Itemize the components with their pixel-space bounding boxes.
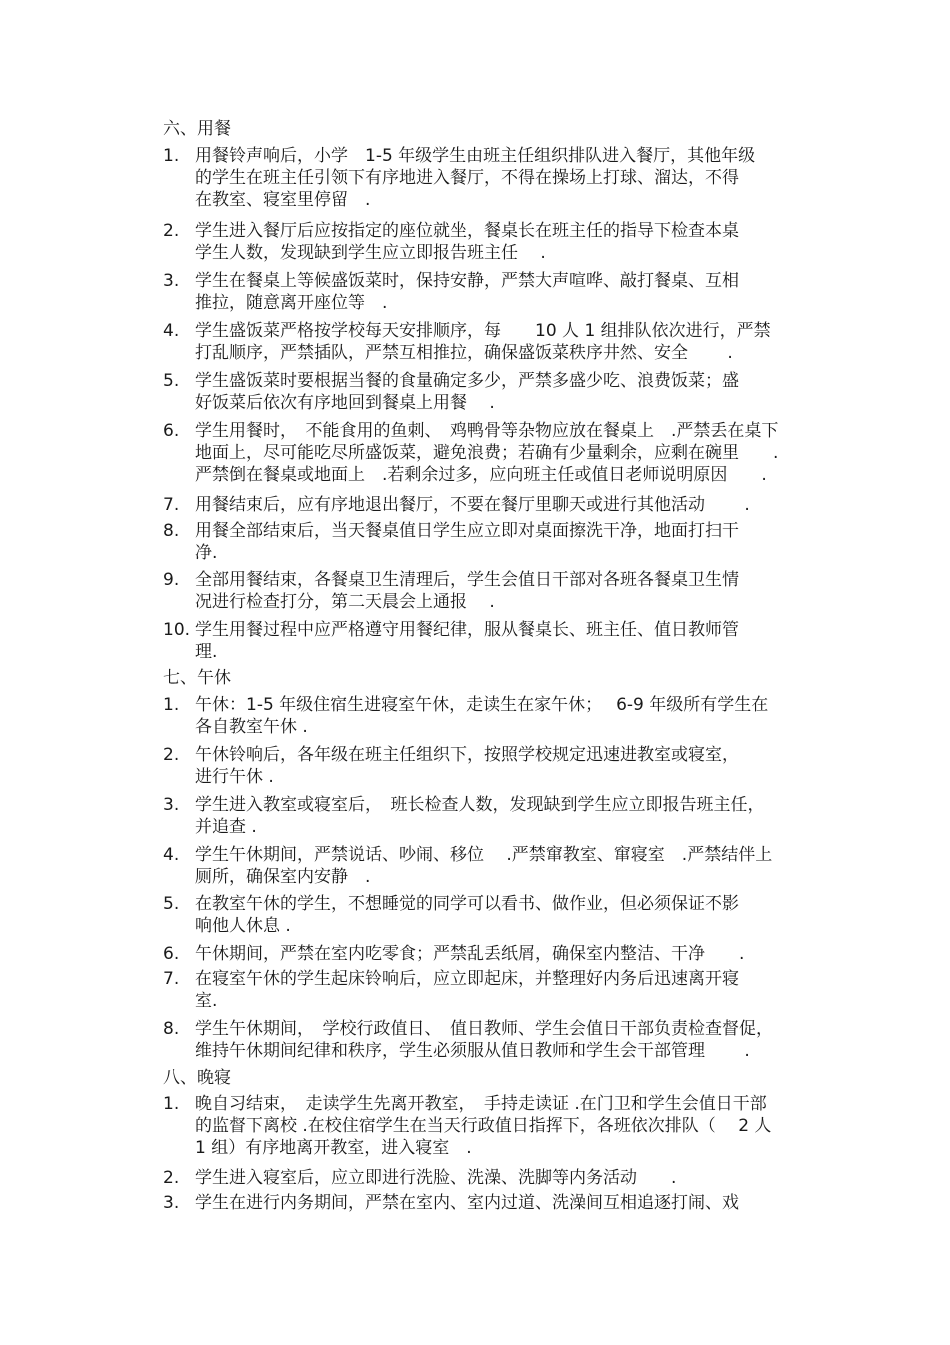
list-item (163, 320, 813, 364)
item-line: 午休期间，严禁在室内吃零食；严禁乱丢纸屑，确保室内整洁、干净 . (195, 944, 745, 964)
list-item (163, 943, 813, 965)
list-item (163, 220, 813, 264)
item-line: 在教室、寝室里停留 . (195, 190, 371, 210)
item-number: 9. (163, 570, 180, 590)
item-number: 3. (163, 795, 180, 815)
item-line: 全部用餐结束，各餐桌卫生清理后，学生会值日干部对各班各餐桌卫生情 (195, 570, 739, 590)
item-line: 严禁倒在餐桌或地面上 .若剩余过多，应向班主任或值日老师说明原因 . (195, 465, 767, 485)
item-number: 1. (163, 146, 180, 166)
item-line: 的学生在班主任引领下有序地进入餐厅，不得在操场上打球、溜达，不得 (195, 168, 739, 188)
item-line: 用餐全部结束后，当天餐桌值日学生应立即对桌面擦洗干净，地面打扫干 (195, 521, 739, 541)
list-item (163, 619, 813, 663)
item-line: 净. (195, 543, 218, 563)
item-number: 5. (163, 371, 180, 391)
item-line: 用餐铃声响后，小学 1-5 年级学生由班主任组织排队进入餐厅，其他年级 (195, 146, 756, 166)
item-number: 4. (163, 845, 180, 865)
item-line: 在教室午休的学生，不想睡觉的同学可以看书、做作业，但必须保证不影 (195, 894, 739, 914)
item-number: 2. (163, 221, 180, 241)
item-number: 3. (163, 271, 180, 291)
item-line: 理. (195, 642, 218, 662)
item-number: 2. (163, 1168, 180, 1188)
item-line: 打乱顺序，严禁插队，严禁互相推拉，确保盛饭菜秩序井然、安全 . (195, 343, 733, 363)
item-number: 5. (163, 894, 180, 914)
item-line: 午休铃响后，各年级在班主任组织下，按照学校规定迅速进教室或寝室， (195, 745, 739, 765)
item-number: 4. (163, 321, 180, 341)
item-line: 好饭菜后依次有序地回到餐桌上用餐 . (195, 393, 495, 413)
list-item (163, 1167, 813, 1189)
item-number: 8. (163, 1019, 180, 1039)
list-item (163, 494, 813, 516)
item-line: 室. (195, 991, 218, 1011)
list-item (163, 744, 813, 788)
item-line: 在寝室午休的学生起床铃响后，应立即起床，并整理好内务后迅速离开寝 (195, 969, 739, 989)
list-item (163, 420, 813, 486)
item-line: 并追查 . (195, 817, 257, 837)
item-line: 学生在进行内务期间，严禁在室内、室内过道、洗澡间互相追逐打闹、戏 (195, 1193, 739, 1213)
list-item (163, 968, 813, 1012)
item-line: 学生盛饭菜时要根据当餐的食量确定多少，严禁多盛少吃、浪费饭菜；盛 (195, 371, 739, 391)
item-line: 学生盛饭菜严格按学校每天安排顺序，每 10 人 1 组排队依次进行，严禁 (195, 321, 771, 341)
section-heading-dining: 六、用餐 (163, 119, 231, 139)
section-heading-nap: 七、午休 (163, 668, 231, 688)
list-item (163, 844, 813, 888)
item-line: 学生人数，发现缺到学生应立即报告班主任 . (195, 243, 546, 263)
item-line: 推拉，随意离开座位等 . (195, 293, 388, 313)
item-line: 学生在餐桌上等候盛饭菜时，保持安静，严禁大声喧哗、敲打餐桌、互相 (195, 271, 739, 291)
item-number: 2. (163, 745, 180, 765)
item-number: 3. (163, 1193, 180, 1213)
item-line: 学生用餐时， 不能食用的鱼刺、 鸡鸭骨等杂物应放在餐桌上 .严禁丢在桌下 (195, 421, 779, 441)
item-number: 6. (163, 944, 180, 964)
list-item (163, 1192, 813, 1214)
list-item (163, 270, 813, 314)
item-line: 的监督下离校 .在校住宿学生在当天行政值日指挥下，各班依次排队（ 2 人 (195, 1116, 772, 1136)
list-item (163, 1018, 813, 1062)
list-item (163, 1093, 813, 1159)
item-line: 况进行检查打分，第二天晨会上通报 . (195, 592, 495, 612)
item-line: 响他人休息 . (195, 916, 291, 936)
item-line: 厕所，确保室内安静 . (195, 867, 371, 887)
item-number: 6. (163, 421, 180, 441)
item-line: 进行午休 . (195, 767, 274, 787)
item-line: 学生用餐过程中应严格遵守用餐纪律，服从餐桌长、班主任、值日教师管 (195, 620, 739, 640)
list-item (163, 569, 813, 613)
list-item (163, 370, 813, 414)
item-line: 午休：1-5 年级住宿生进寝室午休，走读生在家午休； 6-9 年级所有学生在 (195, 695, 769, 715)
item-number: 10. (163, 620, 191, 640)
item-line: 学生进入餐厅后应按指定的座位就坐，餐桌长在班主任的指导下检查本桌 (195, 221, 739, 241)
item-number: 1. (163, 695, 180, 715)
item-line: 地面上，尽可能吃尽所盛饭菜，避免浪费；若确有少量剩余，应剩在碗里 . (195, 443, 779, 463)
list-item (163, 145, 813, 211)
item-line: 维持午休期间纪律和秩序，学生必须服从值日教师和学生会干部管理 . (195, 1041, 750, 1061)
list-item (163, 694, 813, 738)
list-item (163, 520, 813, 564)
item-line: 各自教室午休 . (195, 717, 308, 737)
list-item (163, 794, 813, 838)
item-number: 8. (163, 521, 180, 541)
item-line: 1 组）有序地离开教室，进入寝室 . (195, 1138, 472, 1158)
section-heading-evening: 八、晚寝 (163, 1068, 231, 1088)
item-number: 7. (163, 969, 180, 989)
item-number: 1. (163, 1094, 180, 1114)
item-line: 晚自习结束， 走读学生先离开教室， 手持走读证 .在门卫和学生会值日干部 (195, 1094, 767, 1114)
item-line: 用餐结束后，应有序地退出餐厅，不要在餐厅里聊天或进行其他活动 . (195, 495, 750, 515)
item-line: 学生进入教室或寝室后， 班长检查人数，发现缺到学生应立即报告班主任， (195, 795, 765, 815)
item-line: 学生午休期间，严禁说话、吵闹、移位 .严禁窜教室、窜寝室 .严禁结伴上 (195, 845, 773, 865)
item-line: 学生进入寝室后，应立即进行洗脸、洗澡、洗脚等内务活动 . (195, 1168, 677, 1188)
item-line: 学生午休期间， 学校行政值日、 值日教师、学生会值日干部负责检查督促， (195, 1019, 773, 1039)
item-number: 7. (163, 495, 180, 515)
list-item (163, 893, 813, 937)
